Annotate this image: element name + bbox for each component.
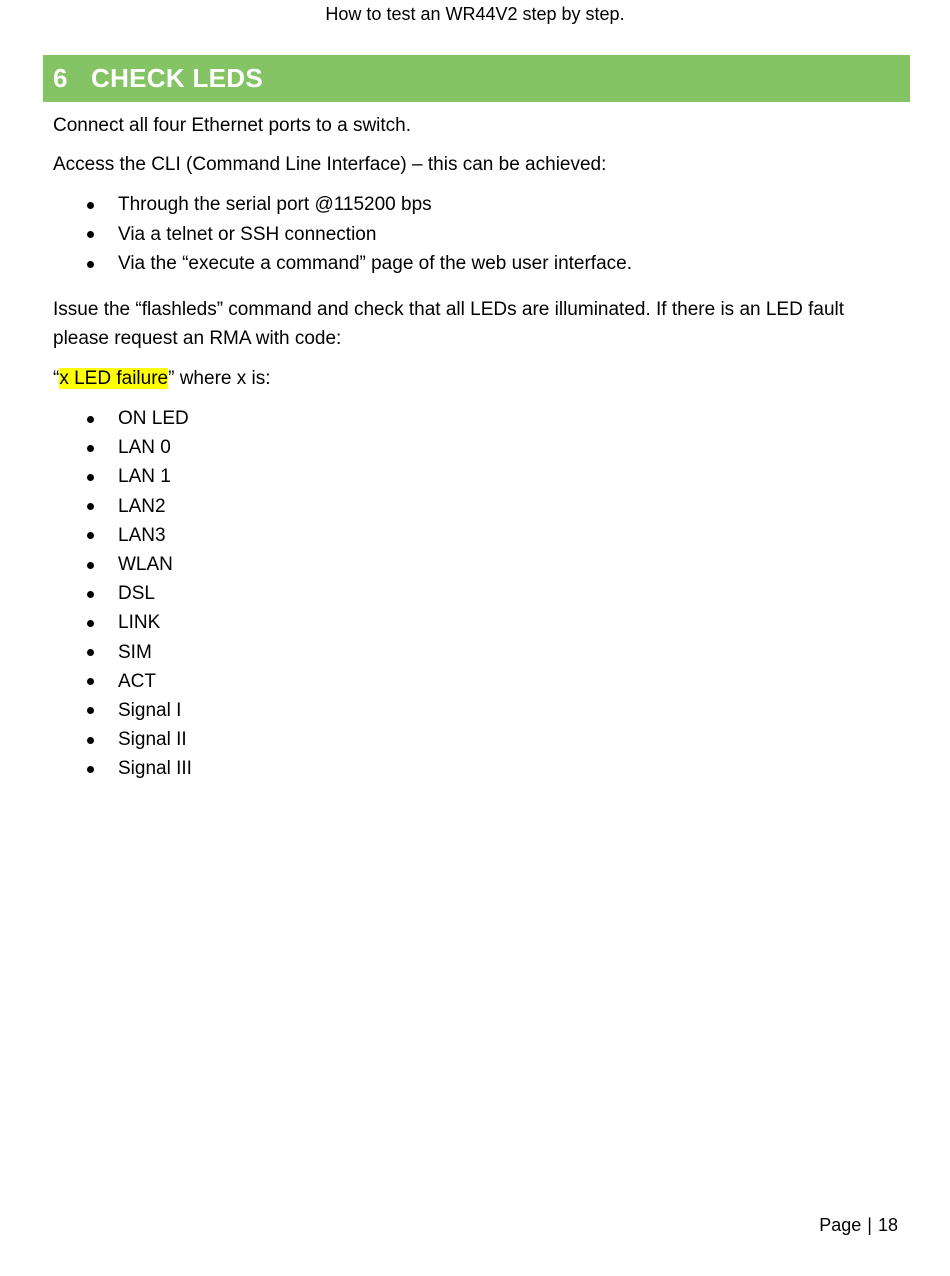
list-item: Signal I <box>53 696 192 725</box>
list-item: LAN 0 <box>53 433 192 462</box>
access-paragraph: Access the CLI (Command Line Interface) – this can be achieved: <box>53 154 607 175</box>
section-heading <box>43 55 910 102</box>
code-rest: ” where x is: <box>168 368 271 389</box>
rma-code-highlight: x LED failure <box>59 368 169 389</box>
list-item: Through the serial port @115200 bps <box>53 190 632 220</box>
section-number: 6 <box>53 63 68 93</box>
list-item: ACT <box>53 667 192 696</box>
list-item: WLAN <box>53 550 192 579</box>
list-item: ON LED <box>53 404 192 433</box>
running-header: How to test an WR44V2 step by step. <box>325 4 625 24</box>
issue-paragraph: Issue the “flashleds” command and check that all LEDs are illuminated. If there is an LED fault please request an RMA with code: <box>53 299 845 349</box>
list-item: Via the “execute a command” page of the web user interface. <box>53 249 632 279</box>
list-item: LAN2 <box>53 492 192 521</box>
access-methods-list <box>53 190 632 279</box>
list-item: Signal II <box>53 725 192 754</box>
list-item: DSL <box>53 579 192 608</box>
list-item: SIM <box>53 638 192 667</box>
page-label: Page <box>819 1215 862 1235</box>
section-title: CHECK LEDS <box>91 63 264 93</box>
page-separator: | <box>867 1215 872 1235</box>
connect-paragraph: Connect all four Ethernet ports to a switch. <box>53 115 412 136</box>
list-item: LAN 1 <box>53 462 192 491</box>
list-item: Via a telnet or SSH connection <box>53 220 632 250</box>
page-number: 18 <box>877 1215 898 1235</box>
list-item: LAN3 <box>53 521 192 550</box>
page-footer <box>819 1213 898 1237</box>
open-quote: “ <box>53 368 60 389</box>
list-item: Signal III <box>53 754 192 783</box>
led-list <box>53 404 192 783</box>
list-item: LINK <box>53 608 192 637</box>
rma-code-line <box>53 364 898 393</box>
